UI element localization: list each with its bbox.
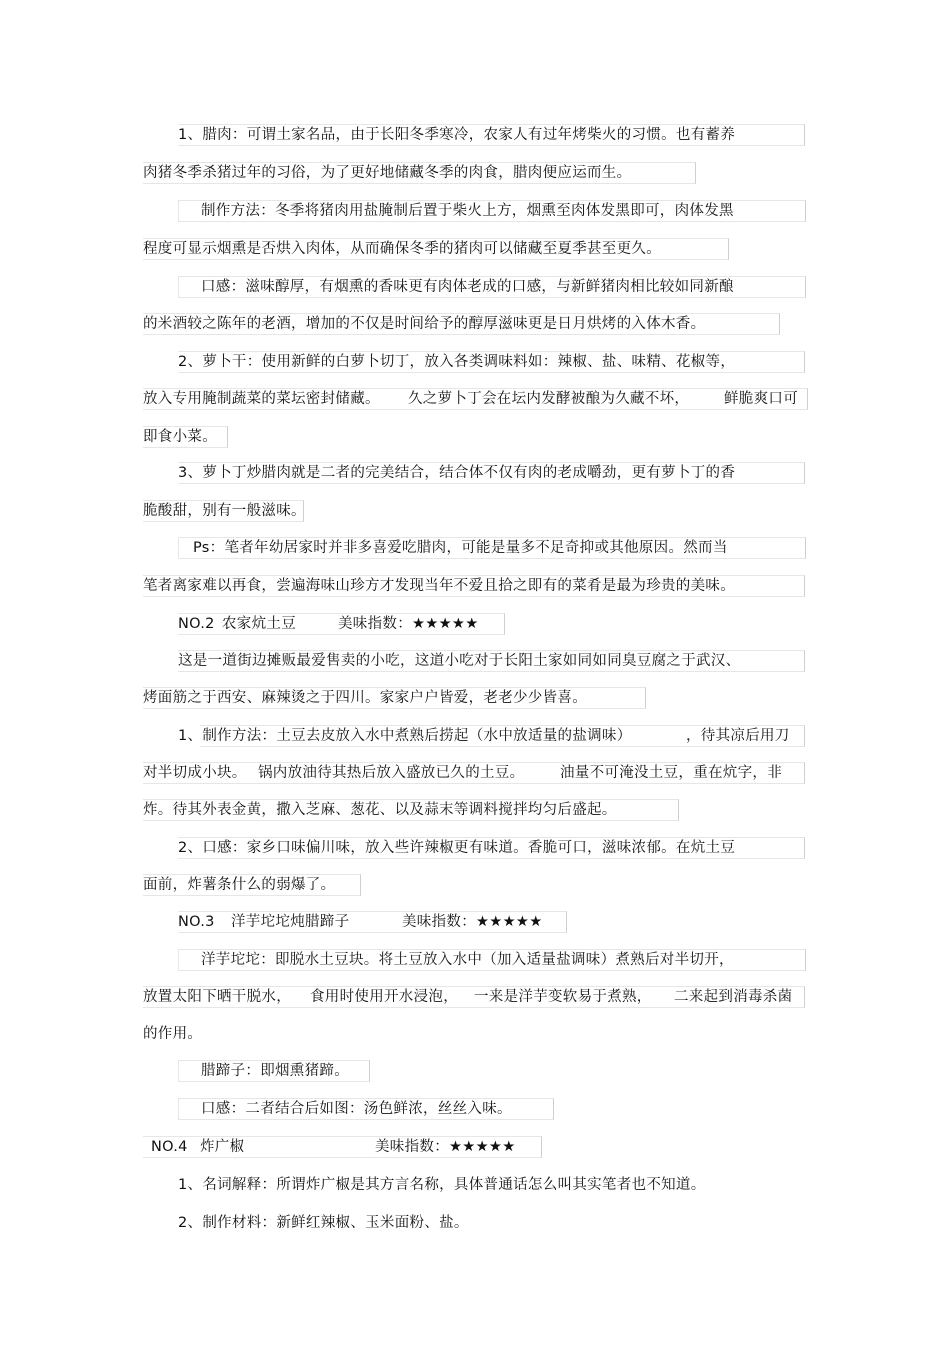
paragraph-line: 程度可显示烟熏是否烘入肉体，从而确保冬季的猪肉可以储藏至夏季甚至更久。 — [143, 241, 661, 257]
section-number: NO.2 — [178, 616, 215, 632]
paragraph-line: 脆酸甜，别有一般滋味。 — [143, 503, 306, 519]
paragraph-line: 放入专用腌制蔬菜的菜坛密封储藏。 — [143, 391, 380, 407]
rating-line: 美味指数：★★★★★ — [375, 1139, 516, 1155]
section-title: 炸广椒 — [200, 1139, 245, 1155]
paragraph-line: 口感：滋味醇厚，有烟熏的香味更有肉体老成的口感，与新鲜猪肉相比较如同新酿 — [201, 279, 734, 295]
section-number: NO.4 — [151, 1139, 188, 1155]
paragraph-line: 制作方法：冬季将猪肉用盐腌制后置于柴火上方，烟熏至肉体发黑即可，肉体发黑 — [201, 203, 734, 219]
rating-line: 美味指数：★★★★★ — [402, 914, 543, 930]
paragraph-line: 腊蹄子：即烟熏猪蹄。 — [201, 1063, 349, 1079]
paragraph-line: 3、萝卜丁炒腊肉就是二者的完美结合，结合体不仅有肉的老成嚼劲，更有萝卜丁的香 — [178, 465, 736, 481]
paragraph-line: 1、腊肉：可谓土家名品，由于长阳冬季寒冷，农家人有过年烤柴火的习惯。也有蓄养 — [178, 127, 736, 143]
section-title: 农家炕土豆 — [222, 616, 296, 632]
paragraph-line: 一来是洋芋变软易于煮熟， — [474, 989, 652, 1005]
paragraph-line: 这是一道街边摊贩最爱售卖的小吃，这道小吃对于长阳土家如同如同臭豆腐之于武汉、 — [178, 653, 741, 669]
paragraph-line: 洋芋坨坨：即脱水土豆块。将土豆放入水中（加入适量盐调味）煮熟后对半切开， — [201, 952, 734, 968]
paragraph-line: 的作用。 — [143, 1026, 203, 1042]
section-number: NO.3 — [178, 914, 215, 930]
paragraph-line: 锅内放油待其热后放入盛放已久的土豆。 — [258, 765, 525, 781]
paragraph-line: 食用时使用开水浸泡， — [310, 989, 458, 1005]
paragraph-line: ，待其凉后用刀 — [686, 728, 790, 744]
paragraph-line: 2、口感：家乡口味偏川味，放入些许辣椒更有味道。香脆可口，滋味浓郁。在炕土豆 — [178, 840, 736, 856]
paragraph-line: 面前，炸薯条什么的弱爆了。 — [143, 877, 336, 893]
paragraph-line: 对半切成小块。 — [143, 765, 247, 781]
paragraph-line: 油量不可淹没土豆，重在炕字，非 — [560, 765, 782, 781]
rating-line: 美味指数：★★★★★ — [338, 616, 479, 632]
paragraph-line: 的米酒较之陈年的老酒，增加的不仅是时间给予的醇厚滋味更是日月烘烤的入体木香。 — [143, 316, 706, 332]
paragraph-line: 炸。待其外表金黄，撒入芝麻、葱花、以及蒜末等调料搅拌均匀后盛起。 — [143, 802, 617, 818]
paragraph-line: 即食小菜。 — [143, 429, 217, 445]
paragraph-line: 笔者离家难以再食，尝遍海味山珍方才发现当年不爱且拾之即有的菜肴是最为珍贵的美味。 — [143, 578, 735, 594]
paragraph-line: 久之萝卜丁会在坛内发酵被酿为久藏不坏， — [408, 391, 690, 407]
paragraph-line: Ps：笔者年幼居家时并非多喜爱吃腊肉，可能是量多不足奇抑或其他原因。然而当 — [193, 540, 728, 556]
section-title: 洋芋坨坨炖腊蹄子 — [231, 914, 350, 930]
paragraph-line: 1、制作方法：土豆去皮放入水中煮熟后捞起（水中放适量的盐调味） — [178, 728, 632, 744]
paragraph-line: 2、萝卜干：使用新鲜的白萝卜切丁，放入各类调味料如：辣椒、盐、味精、花椒等， — [178, 354, 736, 370]
paragraph-line: 口感：二者结合后如图：汤色鲜浓，丝丝入味。 — [201, 1101, 512, 1117]
paragraph-line: 放置太阳下晒干脱水， — [143, 989, 291, 1005]
paragraph-line: 烤面筋之于西安、麻辣烫之于四川。家家户户皆爱，老老少少皆喜。 — [143, 690, 587, 706]
paragraph-line: 1、名词解释：所谓炸广椒是其方言名称，具体普通话怎么叫其实笔者也不知道。 — [178, 1177, 706, 1193]
paragraph-line: 肉猪冬季杀猪过年的习俗，为了更好地储藏冬季的肉食，腊肉便应运而生。 — [143, 165, 632, 181]
paragraph-line: 2、制作材料：新鲜红辣椒、玉米面粉、盐。 — [178, 1215, 469, 1231]
paragraph-line: 二来起到消毒杀菌 — [674, 989, 793, 1005]
paragraph-line: 鲜脆爽口可 — [724, 391, 798, 407]
